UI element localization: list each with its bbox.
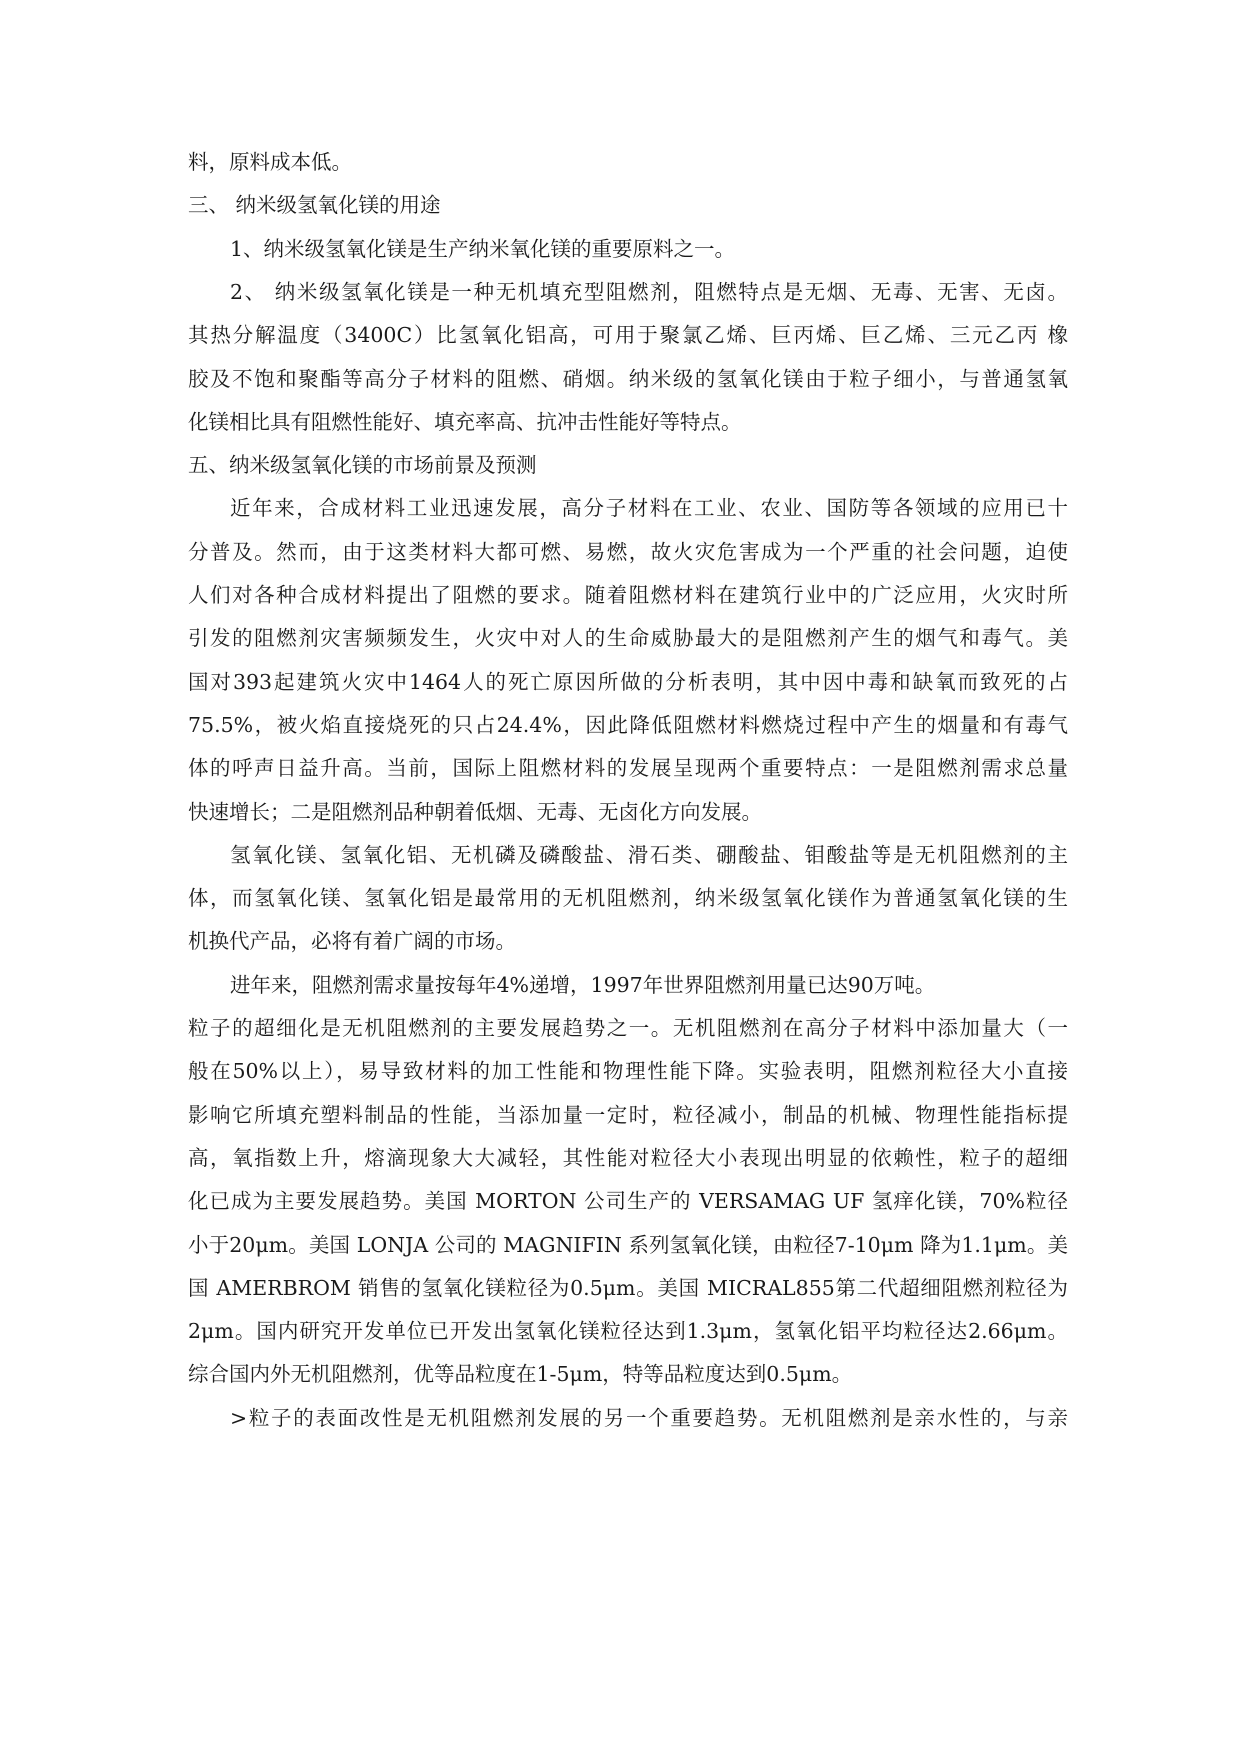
text-line: 高，氧指数上升，熔滴现象大大减轻，其性能对粒径大小表现出明显的依赖性，粒子的超细 — [188, 1146, 1068, 1170]
text-line: 近年来，合成材料工业迅速发展，高分子材料在工业、农业、国防等各领域的应用已十 — [230, 496, 1068, 520]
text-line: 1、纳米级氢氧化镁是生产纳米氧化镁的重要原料之一。 — [230, 237, 736, 261]
text-line: 分普及。然而，由于这类材料大都可燃、易燃，故火灾危害成为一个严重的社会问题，迫使 — [188, 540, 1068, 564]
text-line: 国对393起建筑火灾中1464人的死亡原因所做的分析表明，其中因中毒和缺氧而致死的占 — [188, 670, 1068, 694]
text-line: 进年来，阻燃剂需求量按每年4%递增，1997年世界阻燃剂用量已达90万吨。 — [230, 973, 936, 997]
text-line: 国 AMERBROM 销售的氢氧化镁粒径为0.5μm。美国 MICRAL855第二代超细阻燃剂粒径为 — [188, 1276, 1068, 1300]
text-line: 快速增长；二是阻燃剂品种朝着低烟、无毒、无卤化方向发展。 — [188, 800, 762, 824]
text-line: 氢氧化镁、氢氧化铝、无机磷及磷酸盐、滑石类、硼酸盐、钼酸盐等是无机阻燃剂的主 — [230, 843, 1068, 867]
text-line: 胶及不饱和聚酯等高分子材料的阻燃、硝烟。纳米级的氢氧化镁由于粒子细小，与普通氢氧 — [188, 367, 1068, 391]
text-line: 料，原料成本低。 — [188, 150, 352, 174]
text-line: 2μm。国内研究开发单位已开发出氢氧化镁粒径达到1.3μm，氢氧化铝平均粒径达2.66μm。 — [188, 1319, 1068, 1343]
text-line: 化已成为主要发展趋势。美国 MORTON 公司生产的 VERSAMAG UF 氢痒化镁，70%粒径 — [188, 1189, 1068, 1213]
text-line: 人们对各种合成材料提出了阻燃的要求。随着阻燃材料在建筑行业中的广泛应用，火灾时所 — [188, 583, 1068, 607]
text-line: 三、 纳米级氢氧化镁的用途 — [188, 193, 441, 217]
text-line: 机换代产品，必将有着广阔的市场。 — [188, 929, 516, 953]
text-line: 体，而氢氧化镁、氢氧化铝是最常用的无机阻燃剂，纳米级氢氧化镁作为普通氢氧化镁的生 — [188, 886, 1068, 910]
text-line: 粒子的超细化是无机阻燃剂的主要发展趋势之一。无机阻燃剂在高分子材料中添加量大（一 — [188, 1016, 1068, 1040]
text-line: 2、 纳米级氢氧化镁是一种无机填充型阻燃剂，阻燃特点是无烟、无毒、无害、无卤。 — [230, 280, 1068, 304]
text-line: 体的呼声日益升高。当前，国际上阻燃材料的发展呈现两个重要特点：一是阻燃剂需求总量 — [188, 756, 1068, 780]
text-line: 75.5%，被火焰直接烧死的只占24.4%，因此降低阻燃材料燃烧过程中产生的烟量和有毒气 — [188, 713, 1068, 737]
text-line: 其热分解温度（3400C）比氢氧化铝高，可用于聚氯乙烯、巨丙烯、巨乙烯、三元乙丙 橡 — [188, 323, 1068, 347]
text-line: 综合国内外无机阻燃剂，优等品粒度在1-5μm，特等品粒度达到0.5μm。 — [188, 1362, 853, 1386]
text-line: 化镁相比具有阻燃性能好、填充率高、抗冲击性能好等特点。 — [188, 410, 742, 434]
text-line: 五、纳米级氢氧化镁的市场前景及预测 — [188, 453, 537, 477]
text-line: 小于20μm。美国 LONJA 公司的 MAGNIFIN 系列氢氧化镁，由粒径7-10μm 降为1.1μm。美 — [188, 1233, 1068, 1257]
text-line: >粒子的表面改性是无机阻燃剂发展的另一个重要趋势。无机阻燃剂是亲水性的，与亲 — [230, 1406, 1068, 1430]
text-line: 般在50%以上），易导致材料的加工性能和物理性能下降。实验表明，阻燃剂粒径大小直接 — [188, 1059, 1068, 1083]
text-line: 引发的阻燃剂灾害频频发生，火灾中对人的生命威胁最大的是阻燃剂产生的烟气和毒气。美 — [188, 626, 1068, 650]
text-line: 影响它所填充塑料制品的性能，当添加量一定时，粒径减小，制品的机械、物理性能指标提 — [188, 1103, 1068, 1127]
